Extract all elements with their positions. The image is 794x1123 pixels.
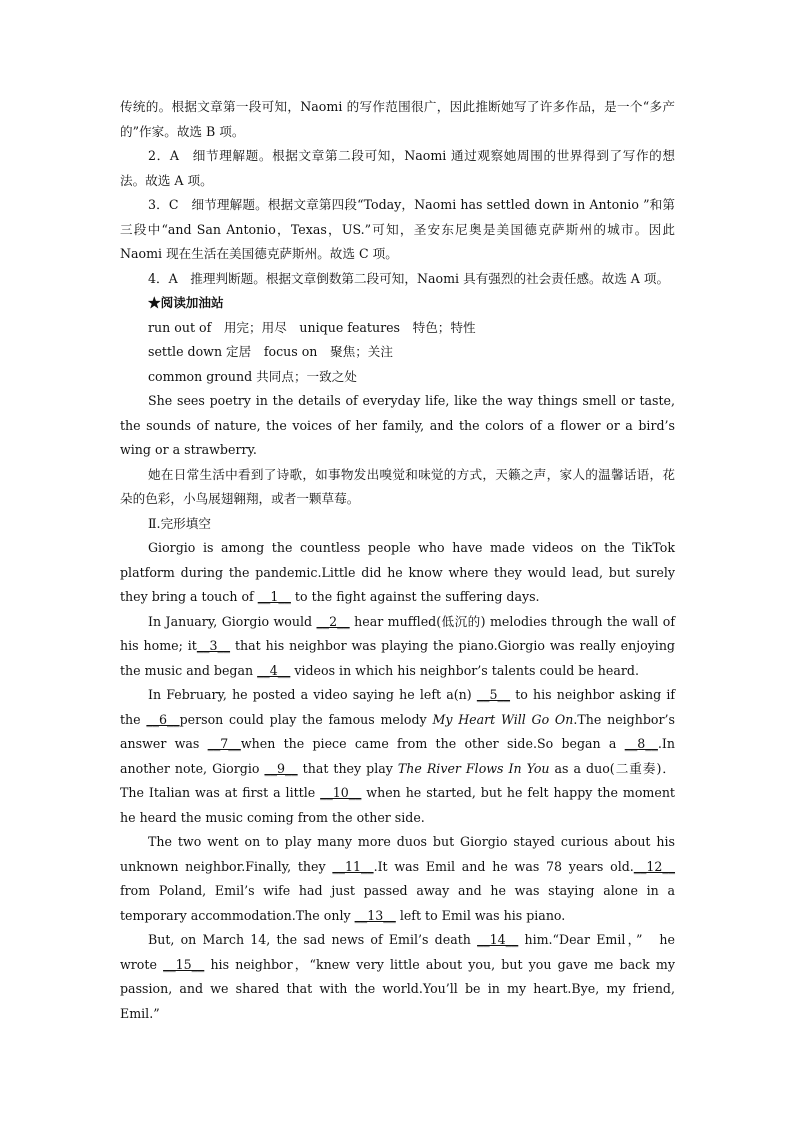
text: when he started, but he felt happy the moment he heard the music coming from the other side. [120, 785, 675, 825]
text: left to Emil was his piano. [395, 907, 566, 923]
text: to his neighbor asking if the [120, 687, 676, 727]
song-title: The River Flows In You [397, 760, 550, 776]
text: hear muffled(低沉的) melodies through the wall of his home; it [120, 613, 675, 653]
text: videos in which his neighbor’s talents could be heard. [290, 662, 639, 678]
example-sentence-chinese: 她在日常生活中看到了诗歌，如事物发出嗅觉和味觉的方式，天籁之声，家人的温馨话语，花朵的色彩，小鸟展翅翱翔，或者一颗草莓。 [120, 466, 675, 506]
song-title: My Heart Will Go On [432, 711, 574, 727]
answer-4: 4．A 推理判断题。根据文章倒数第二段可知，Naomi 具有强烈的社会责任感。故选 A 项。 [148, 270, 670, 286]
cloze-heading: Ⅱ.完形填空 [148, 515, 211, 531]
blank-1: __1__ [257, 589, 291, 604]
blank-15: __15__ [163, 956, 205, 972]
blank-4: __4__ [257, 662, 291, 678]
phrase-line-3: common ground 共同点；一致之处 [148, 368, 357, 384]
blank-12: __12__ [633, 858, 676, 874]
text: him.“Dear Emil，” he wrote [120, 932, 675, 972]
text: as a duo(二重奏)．The Italian was at first a little [120, 760, 675, 800]
cloze-paragraph-4 [120, 830, 675, 928]
text: .It was Emil and he was 78 years old. [373, 858, 634, 874]
text: In January, Giorgio would [148, 613, 317, 629]
blank-13: __13__ [354, 907, 396, 923]
cloze-paragraph-3 [120, 683, 675, 830]
blank-6: __6__ [146, 711, 180, 727]
cloze-paragraph-2 [120, 610, 675, 684]
blank-11: __11__ [332, 858, 374, 874]
text: person could play the famous melody [179, 711, 433, 727]
blank-5: __5__ [476, 687, 511, 702]
text: from Poland, Emil’s wife had just passed away and he was staying alone in a temporary accommodation.The only [120, 883, 675, 923]
cloze-paragraph-1 [120, 536, 675, 610]
text: .In another note, Giorgio [120, 736, 675, 776]
blank-2: __2__ [316, 613, 350, 629]
blank-3: __3__ [196, 638, 231, 653]
text: Giorgio is among the countless people who have made videos on the TikTok platform during the pandemic.Little did he know where they would lead, but surely they bring a touch of [120, 540, 675, 604]
text: .The neighbor’s answer was [120, 711, 675, 751]
cloze-paragraph-5 [120, 928, 675, 1026]
blank-14: __14__ [477, 932, 519, 947]
text: that his neighbor was playing the piano.Giorgio was really enjoying the music and began [120, 638, 675, 678]
answer-3: 3．C 细节理解题。根据文章第四段“Today，Naomi has settled down in Antonio ”和第三段中“and San Antonio，Texas，US.”可知，圣安东尼奥是美国德克萨斯州的城市。因此 Naomi 现在生活在美国德克萨斯州。故选 C 项。 [120, 197, 675, 261]
blank-10: __10__ [320, 785, 362, 800]
phrase-line-2: settle down 定居 focus on 聚焦；关注 [148, 344, 393, 359]
example-sentence-english: She sees poetry in the details of everyday life, like the way things smell or taste, the sounds of nature, the voices of her family, and the colors of a flower or a bird’s wing or a strawberry. [120, 393, 675, 457]
text: to the fight against the suffering days. [290, 589, 540, 604]
blank-8: __8__ [624, 736, 658, 751]
answer-2: 2．A 细节理解题。根据文章第二段可知，Naomi 通过观察她周围的世界得到了写作的想法。故选 A 项。 [120, 148, 675, 188]
blank-7: __7__ [207, 736, 241, 751]
answer-1-continued: 传统的。根据文章第一段可知，Naomi 的写作范围很广，因此推断她写了许多作品，是一个“多产的”作家。故选 B 项。 [120, 99, 675, 139]
blank-9: __9__ [264, 760, 298, 776]
text: The two went on to play many more duos but Giorgio stayed curious about his unknown neighbor.Finally, they [120, 834, 675, 874]
text: that they play [297, 760, 398, 776]
reading-boost-title: ★阅读加油站 [148, 295, 224, 310]
text: In February, he posted a video saying he left a(n) [148, 687, 477, 702]
phrase-line-1: run out of 用完；用尽 unique features 特色；特性 [148, 319, 476, 335]
text: But, on March 14, the sad news of Emil’s death [148, 932, 478, 947]
document-body [120, 95, 675, 1026]
text: his neighbor，“knew very little about you, but you gave me back my passion, and we shared that with the world.You’ll be in my heart.Bye, my friend, Emil.” [120, 956, 675, 1021]
text: when the piece came from the other side.So began a [240, 736, 625, 751]
